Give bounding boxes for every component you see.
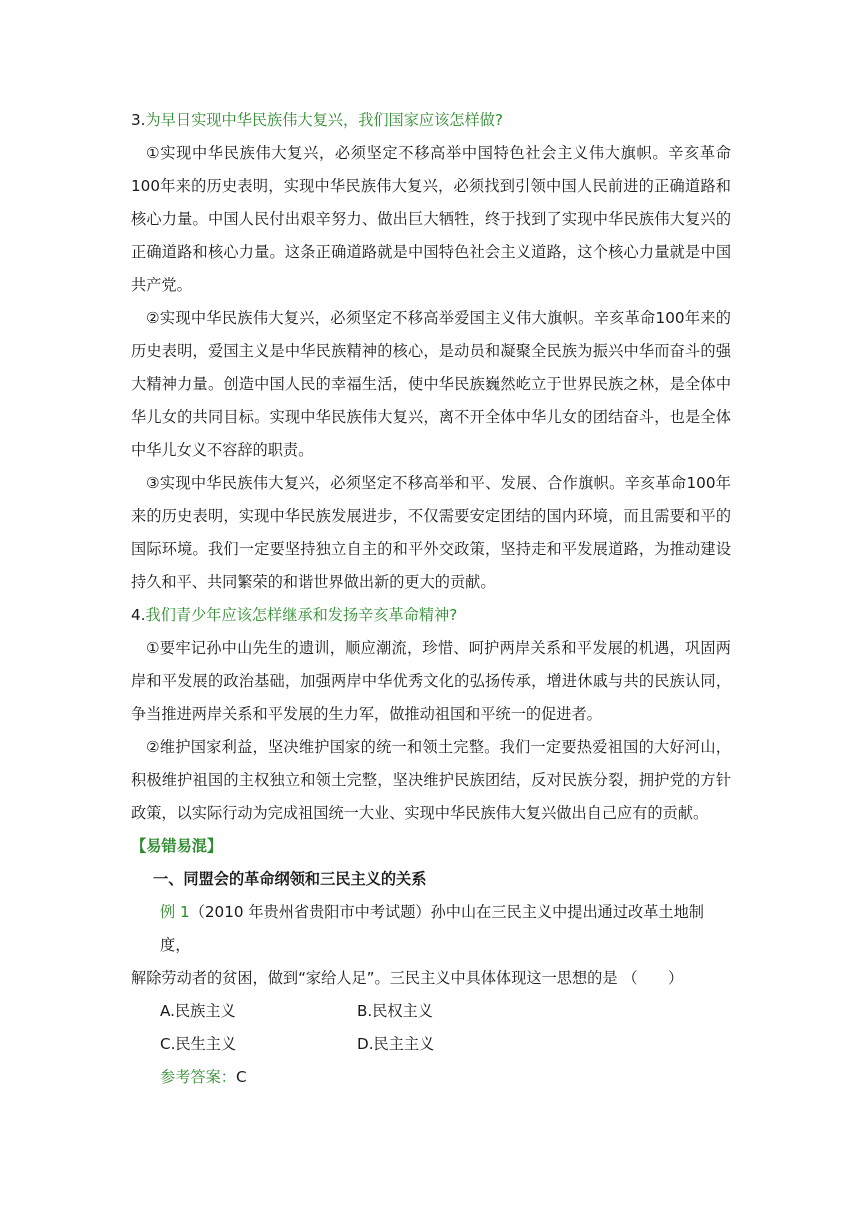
- option-a: A.民族主义: [160, 1002, 236, 1020]
- q3-paragraph-2: ②实现中华民族伟大复兴，必须坚定不移高举爱国主义伟大旗帜。辛亥革命100年来的历史表明，爱国主义是中华民族精神的核心，是动员和凝聚全民族为振兴中华而奋斗的强大精神力量。创造中国人民的幸福生活，使中华民族巍然屹立于世界民族之林，是全体中华儿女的共同目标。实现中华民族伟大复兴，离不开全体中华儿女的团结奋斗，也是全体中华儿女义不容辞的职责。: [131, 309, 731, 459]
- question-4-heading: [131, 599, 731, 632]
- q4-paragraph-2: ②维护国家利益，坚决维护国家的统一和领土完整。我们一定要热爱祖国的大好河山，积极维护祖国的主权独立和领土完整，坚决维护民族团结，反对民族分裂，拥护党的方针政策，以实际行动为完成祖国统一大业、实现中华民族伟大复兴做出自己应有的贡献。: [131, 738, 731, 822]
- q4-paragraph-1: ①要牢记孙中山先生的遗训，顺应潮流，珍惜、呵护两岸关系和平发展的机遇，巩固两岸和平发展的政治基础，加强两岸中华优秀文化的弘扬传承，增进休戚与共的民族认同，争当推进两岸关系和平发展的生力军，做推动祖国和平统一的促进者。: [131, 639, 731, 723]
- question-3-number: 3.: [131, 111, 146, 129]
- sub-heading: 一、同盟会的革命纲领和三民主义的关系: [153, 870, 427, 888]
- options-row-1: [131, 995, 731, 1028]
- question-4-title: 我们青少年应该怎样继承和发扬辛亥革命精神?: [145, 606, 458, 624]
- example-line-1: [131, 896, 731, 962]
- example-label: 例 1: [160, 903, 190, 921]
- document-content: [131, 104, 731, 1094]
- example-text-1: 孙中山在三民主义中提出通过改革土地制度，: [160, 903, 704, 954]
- option-b: B.民权主义: [357, 1002, 433, 1020]
- options-row-2: [131, 1028, 731, 1061]
- section-label: 【易错易混】: [131, 837, 223, 855]
- answer-line: [131, 1061, 731, 1094]
- question-3-heading: [131, 104, 731, 137]
- q3-paragraph-1: ①实现中华民族伟大复兴，必须坚定不移高举中国特色社会主义伟大旗帜。辛亥革命100年来的历史表明，实现中华民族伟大复兴，必须找到引领中国人民前进的正确道路和核心力量。中国人民付出艰辛努力、做出巨大牺牲，终于找到了实现中华民族伟大复兴的正确道路和核心力量。这条正确道路就是中国特色社会主义道路，这个核心力量就是中国共产党。: [131, 144, 731, 294]
- answer-value: C: [235, 1068, 247, 1086]
- answer-label: 参考答案：: [160, 1068, 236, 1086]
- example-source: （2010 年贵州省贵阳市中考试题）: [189, 903, 431, 921]
- example-line-2: 解除劳动者的贫困，做到“家给人足”。三民主义中具体体现这一思想的是 （ ）: [131, 969, 684, 987]
- question-4-number: 4.: [131, 606, 146, 624]
- option-c: C.民生主义: [160, 1035, 237, 1053]
- option-d: D.民主主义: [357, 1035, 435, 1053]
- question-3-title: 为早日实现中华民族伟大复兴，我们国家应该怎样做?: [145, 111, 503, 129]
- q3-paragraph-3: ③实现中华民族伟大复兴，必须坚定不移高举和平、发展、合作旗帜。辛亥革命100年来的历史表明，实现中华民族发展进步，不仅需要安定团结的国内环境，而且需要和平的国际环境。我们一定要坚持独立自主的和平外交政策，坚持走和平发展道路，为推动建设持久和平、共同繁荣的和谐世界做出新的更大的贡献。: [131, 474, 731, 591]
